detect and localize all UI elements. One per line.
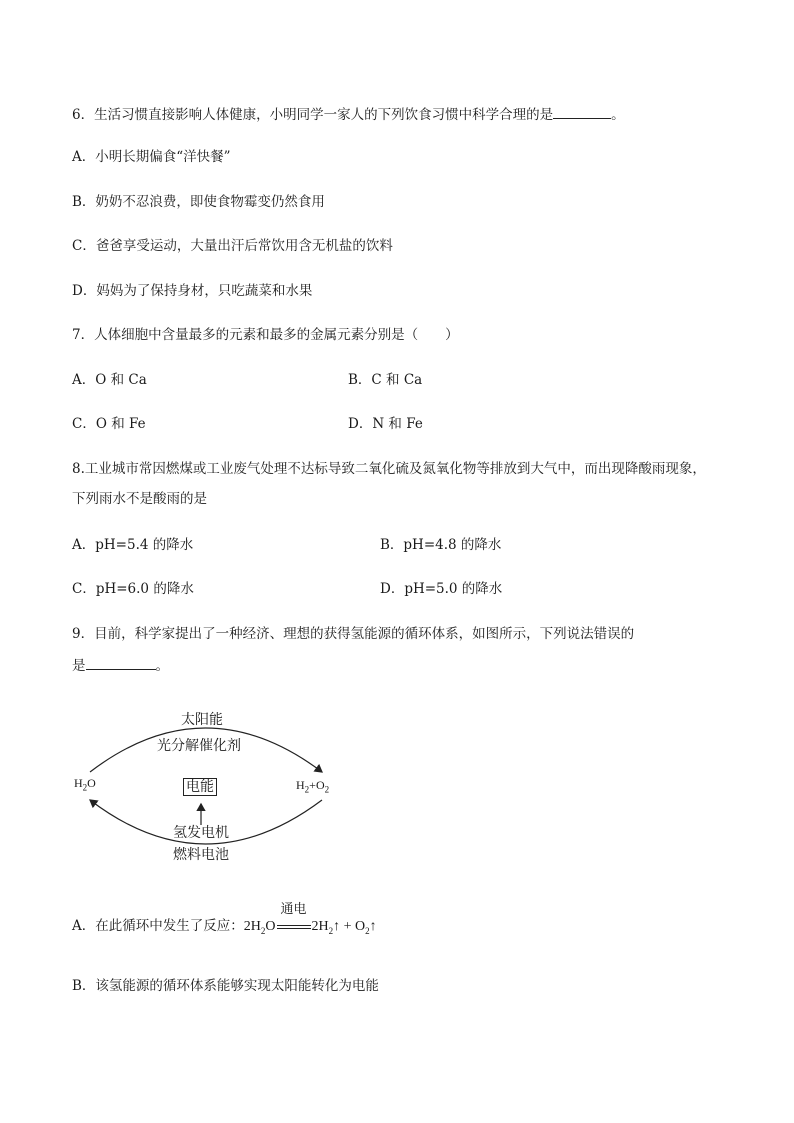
q8-option-d: D．pH=5.0 的降水 [380, 581, 503, 597]
h2-sub: 2 [304, 784, 310, 795]
q8-option-c: C．pH=6.0 的降水 [72, 581, 194, 597]
q6-option-c: C．爸爸享受运动，大量出汗后常饮用含无机盐的饮料 [72, 238, 393, 254]
gas-arrow-1: ↑ [333, 919, 341, 934]
q8-option-a: A．pH=5.4 的降水 [72, 537, 194, 553]
label-electric-energy [183, 779, 217, 795]
q8-option-b: B．pH=4.8 的降水 [380, 537, 502, 553]
eq-lhs-sub: 2 [260, 925, 266, 936]
q7-option-b: B．C 和 Ca [348, 372, 423, 388]
q9-stem-line1: 9．目前，科学家提出了一种经济、理想的获得氢能源的循环体系，如图所示，下列说法错误的 [72, 626, 635, 642]
q9-answer-blank [86, 655, 156, 670]
eq-rhs1-coef: 2H [311, 919, 329, 934]
q9-stem-end: 。 [155, 658, 169, 674]
q7-stem: 7．人体细胞中含量最多的元素和最多的金属元素分别是（ ） [72, 327, 459, 343]
eq-rhs2-sub: 2 [365, 925, 370, 936]
q6-stem-text: 6．生活习惯直接影响人体健康，小明同学一家人的下列饮食习惯中科学合理的是 [72, 107, 554, 123]
h2-h: H [296, 778, 305, 792]
label-solar-energy: 太阳能 [181, 712, 223, 728]
q7-option-d: D．N 和 Fe [348, 416, 423, 432]
label-hydrogen-oxygen [296, 778, 329, 796]
label-fuel-cell: 燃料电池 [173, 847, 229, 863]
gas-arrow-2: ↑ [369, 919, 377, 934]
q9-stem-line2-text: 是 [72, 658, 86, 674]
eq-plus-o: + O [340, 919, 366, 934]
eq-condition-text: 通电 [280, 902, 307, 917]
q8-stem-line2: 下列雨水不是酸雨的是 [72, 491, 207, 507]
hydrogen-cycle-diagram [60, 700, 360, 880]
label-hydrogen-generator: 氢发电机 [173, 825, 229, 841]
electric-energy-box: 电能 [183, 778, 217, 796]
eq-condition [277, 902, 311, 936]
plus-o: +O [309, 778, 325, 792]
q6-option-b: B．奶奶不忍浪费，即使食物霉变仍然食用 [72, 194, 325, 210]
q9-option-a-prefix: A．在此循环中发生了反应： [72, 918, 244, 934]
water-o: O [87, 776, 96, 790]
eq-double-line [277, 925, 311, 929]
q9-stem-line2 [72, 655, 169, 675]
o2-sub: 2 [324, 784, 330, 795]
q8-stem-line1: 8.工业城市常因燃煤或工业废气处理不达标导致二氧化硫及氮氧化物等排放到大气中，而出现降酸雨现象， [72, 461, 706, 477]
q9-option-a [72, 902, 377, 940]
water-h-sub: 2 [82, 782, 88, 793]
q9-option-b: B．该氢能源的循环体系能够实现太阳能转化为电能 [72, 978, 379, 994]
electrolysis-equation [243, 902, 377, 936]
q6-answer-blank [553, 104, 611, 119]
label-photocatalyst: 光分解催化剂 [157, 738, 241, 754]
q7-option-a: A．O 和 Ca [72, 372, 147, 388]
eq-lhs-tail: O [265, 919, 276, 934]
q6-stem [72, 104, 625, 124]
q7-option-c: C．O 和 Fe [72, 416, 146, 432]
label-water [74, 776, 96, 794]
q6-option-a: A．小明长期偏食“洋快餐” [72, 149, 231, 165]
water-h: H [74, 776, 83, 790]
eq-rhs1-sub: 2 [328, 925, 334, 936]
q6-stem-end: 。 [611, 107, 625, 123]
eq-lhs-coef: 2H [243, 919, 261, 934]
q6-option-d: D．妈妈为了保持身材，只吃蔬菜和水果 [72, 283, 313, 299]
